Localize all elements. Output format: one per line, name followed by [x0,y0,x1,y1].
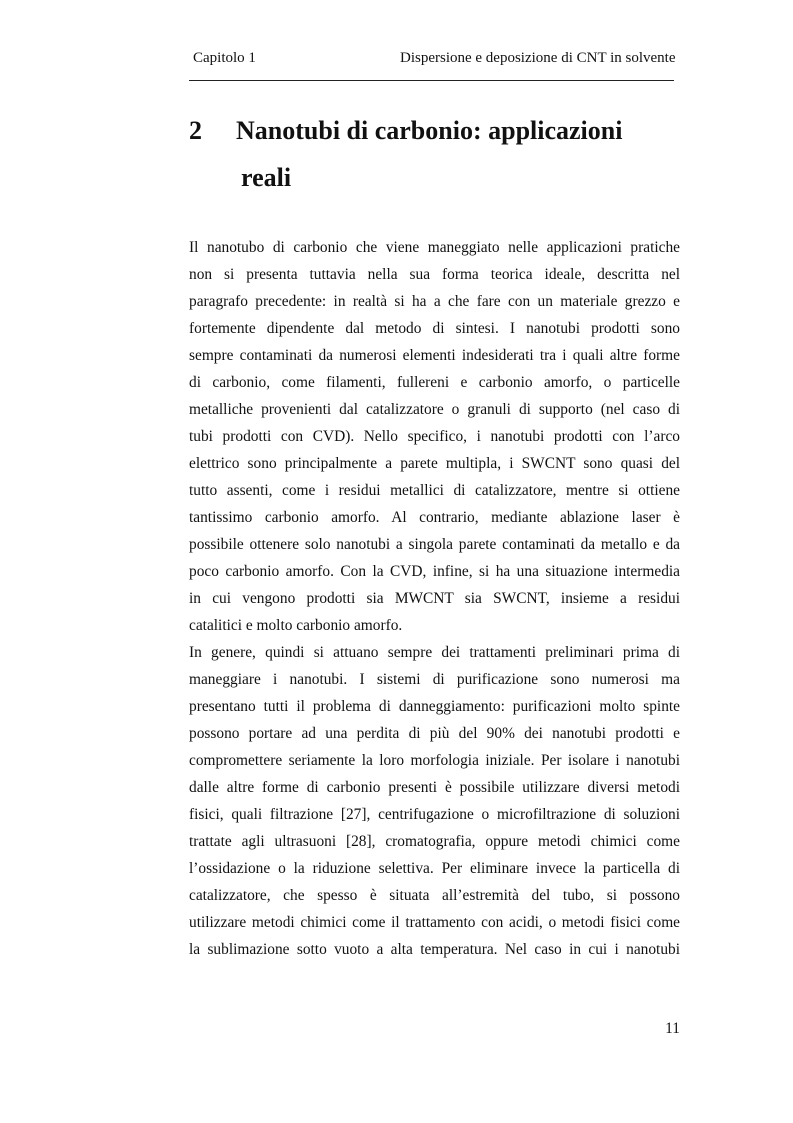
section-number: 2 [189,116,202,145]
body-line: possono portare ad una perdita di più del 90% dei nanotubi prodotti e [189,725,680,742]
body-line: tantissimo carbonio amorfo. Al contrario, mediante ablazione laser è [189,509,680,526]
body-line: trattate agli ultrasuoni [28], cromatografia, oppure metodi chimici come [189,833,680,850]
body-line: possibile ottenere solo nanotubi a singola parete contaminati da metallo e da [189,536,680,553]
body-line: tubi prodotti con CVD). Nello specifico, i nanotubi prodotti con l’arco [189,428,680,445]
body-line: fortemente dipendente dal metodo di sintesi. I nanotubi prodotti sono [189,320,680,337]
body-line: catalizzatore, che spesso è situata all’estremità del tubo, si possono [189,887,680,904]
body-line: compromettere seriamente la loro morfologia iniziale. Per isolare i nanotubi [189,752,680,769]
section-title-line-1: Nanotubi di carbonio: applicazioni [236,116,623,145]
header-divider [189,80,674,81]
body-line: elettrico sono principalmente a parete multipla, i SWCNT sono quasi del [189,455,680,472]
running-header-chapter: Capitolo 1 [193,50,256,66]
page-number: 11 [665,1020,680,1037]
body-line: fisici, quali filtrazione [27], centrifugazione o microfiltrazione di soluzioni [189,806,680,823]
body-line: dalle altre forme di carbonio presenti è possibile utilizzare diversi metodi [189,779,680,796]
body-line: In genere, quindi si attuano sempre dei trattamenti preliminari prima di [189,644,680,661]
body-line: presentano tutti il problema di danneggiamento: purificazioni molto spinte [189,698,680,715]
section-title-line-2: reali [241,163,292,192]
body-line: Il nanotubo di carbonio che viene maneggiato nelle applicazioni pratiche [189,239,680,256]
running-header-title: Dispersione e deposizione di CNT in solvente [400,50,676,66]
body-line: non si presenta tuttavia nella sua forma teorica ideale, descritta nel [189,266,680,283]
body-line: sempre contaminati da numerosi elementi indesiderati tra i quali altre forme [189,347,680,364]
body-line: metalliche provenienti dal catalizzatore o granuli di supporto (nel caso di [189,401,680,418]
body-line: la sublimazione sotto vuoto a alta temperatura. Nel caso in cui i nanotubi [189,941,680,958]
body-line: poco carbonio amorfo. Con la CVD, infine, si ha una situazione intermedia [189,563,680,580]
body-line: utilizzare metodi chimici come il trattamento con acidi, o metodi fisici come [189,914,680,931]
body-line: di carbonio, come filamenti, fullereni e carbonio amorfo, o particelle [189,374,680,391]
body-line: maneggiare i nanotubi. I sistemi di purificazione sono numerosi ma [189,671,680,688]
body-line: paragrafo precedente: in realtà si ha a che fare con un materiale grezzo e [189,293,680,310]
body-line: in cui vengono prodotti sia MWCNT sia SWCNT, insieme a residui [189,590,680,607]
body-line: tutto assenti, come i residui metallici di catalizzatore, mentre si ottiene [189,482,680,499]
body-line: catalitici e molto carbonio amorfo. [189,617,403,634]
body-line: l’ossidazione o la riduzione selettiva. Per eliminare invece la particella di [189,860,680,877]
